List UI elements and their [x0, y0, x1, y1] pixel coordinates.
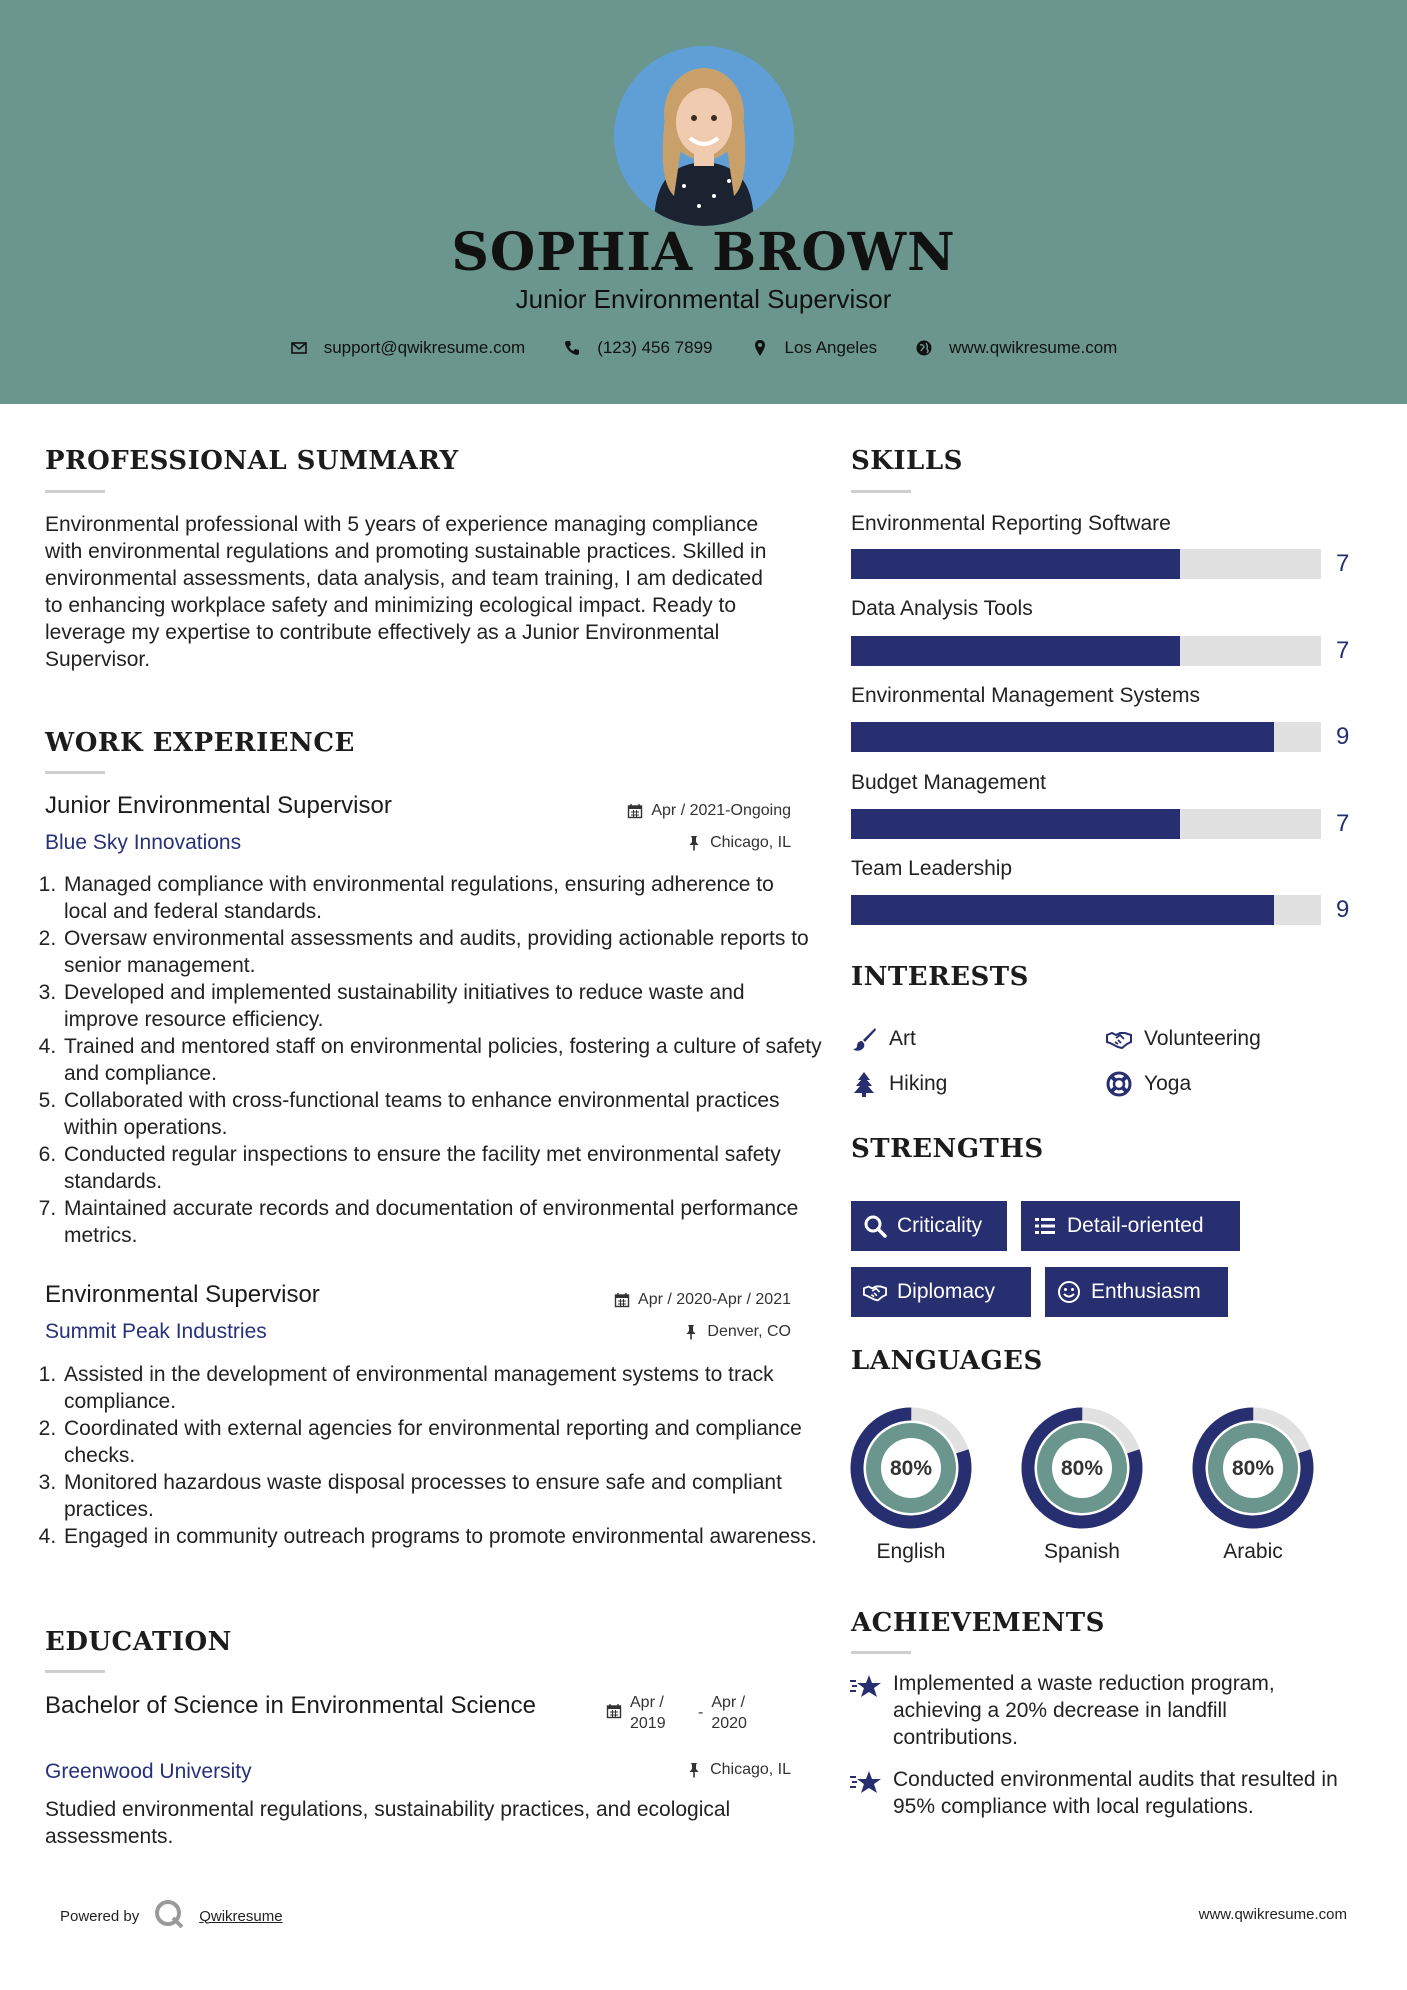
footer-website[interactable]: www.qwikresume.com: [1198, 1906, 1347, 1923]
globe-icon: [915, 339, 933, 357]
contact-bar: [0, 336, 1407, 360]
skill-name: Environmental Management Systems: [851, 684, 1200, 707]
job-dates: Apr / 2020-Apr / 2021: [614, 1291, 791, 1309]
footer-brand-link[interactable]: Qwikresume: [199, 1907, 283, 1925]
language-percent: 80%: [1060, 1457, 1104, 1480]
skill-name: Data Analysis Tools: [851, 597, 1033, 620]
education-start: Apr / 2019: [630, 1694, 666, 1732]
languages-heading: LANGUAGES: [851, 1346, 1043, 1376]
contact-email[interactable]: support@qwikresume.com: [323, 338, 526, 357]
experience-heading: WORK EXPERIENCE: [45, 728, 355, 758]
skill-bar: [851, 809, 1321, 839]
list-icon: [1033, 1214, 1057, 1238]
star-icon: [849, 1672, 883, 1700]
contact-website[interactable]: www.qwikresume.com: [949, 338, 1118, 357]
degree-title: Bachelor of Science in Environmental Science: [45, 1692, 536, 1719]
list-item: 3. Monitored hazardous waste disposal processes to ensure safe and compliant practices.: [62, 1469, 822, 1523]
interest-item: Yoga: [1106, 1071, 1191, 1097]
job-location: Chicago, IL: [686, 834, 791, 852]
skill-name: Budget Management: [851, 771, 1046, 794]
job-bullets: [34, 871, 822, 1249]
skill-value: 7: [1336, 550, 1350, 577]
education-divider: [45, 1670, 105, 1673]
phone-icon: [563, 339, 581, 357]
search-icon: [863, 1214, 887, 1238]
experience-divider: [45, 771, 105, 774]
candidate-title: Junior Environmental Supervisor: [515, 284, 892, 314]
summary-text: Environmental professional with 5 years of experience managing compliance with environmental regulations and promoting sustainable practices. Skilled in environmental assessments, data analysis, and team training, I am dedicated to enhancing workplace safety and minimizing ecological impact. Ready to leverage my expertise to contribute effectively as a Junior Environmental Supervisor.: [45, 513, 767, 671]
skill-value: 7: [1336, 637, 1350, 664]
education-dates: Apr / 2019 - Apr / 2020: [606, 1692, 771, 1734]
job-location: Denver, CO: [683, 1323, 791, 1341]
job-title: Environmental Supervisor: [45, 1281, 320, 1308]
lifering-icon: [1106, 1071, 1132, 1097]
skill-bar: [851, 549, 1321, 579]
list-item: 2. Oversaw environmental assessments and audits, providing actionable reports to senior management.: [62, 925, 822, 979]
language-name: Arabic: [1223, 1540, 1283, 1563]
education-location: Chicago, IL: [686, 1761, 791, 1779]
interest-item: Art: [851, 1026, 916, 1052]
language-percent: 80%: [889, 1457, 933, 1480]
education-heading: EDUCATION: [45, 1627, 232, 1657]
skill-bar-fill: [851, 636, 1180, 666]
skill-bar-fill: [851, 895, 1274, 925]
skills-divider: [851, 490, 911, 493]
skill-bar-fill: [851, 549, 1180, 579]
map-pin-icon: [751, 339, 769, 357]
candidate-name: SOPHIA BROWN: [451, 222, 956, 283]
list-item: 1. Managed compliance with environmental regulations, ensuring adherence to local and federal standards.: [62, 871, 822, 925]
interests-heading: INTERESTS: [851, 962, 1029, 992]
list-item: 1. Assisted in the development of environmental management systems to track compliance.: [62, 1361, 822, 1415]
qwikresume-logo-icon: [153, 1898, 185, 1934]
job-title: Junior Environmental Supervisor: [45, 792, 392, 819]
language-percent: 80%: [1231, 1457, 1275, 1480]
list-item: 4. Engaged in community outreach programs to promote environmental awareness.: [62, 1523, 822, 1550]
language-item: [1191, 1406, 1315, 1564]
list-item: 4. Trained and mentored staff on environmental policies, fostering a culture of safety and compliance.: [62, 1033, 822, 1087]
school-name: Greenwood University: [45, 1760, 252, 1783]
contact-location: Los Angeles: [784, 338, 878, 357]
interest-item: Hiking: [851, 1071, 947, 1097]
profile-photo: [614, 46, 794, 226]
strength-badge: Diplomacy: [851, 1267, 1031, 1317]
language-name: English: [876, 1540, 946, 1563]
strength-badge: Enthusiasm: [1045, 1267, 1228, 1317]
skill-bar: [851, 636, 1321, 666]
list-item: 6. Conducted regular inspections to ensure the facility met environmental safety standards.: [62, 1141, 822, 1195]
calendar-icon: [614, 1292, 630, 1308]
achievement-item: Conducted environmental audits that resulted in 95% compliance with local regulations.: [849, 1766, 1349, 1820]
job-company: Summit Peak Industries: [45, 1320, 267, 1343]
resume-header: [0, 0, 1407, 404]
pushpin-icon: [686, 1762, 702, 1778]
language-ring: [849, 1406, 973, 1530]
envelope-icon: [290, 339, 308, 357]
contact-phone[interactable]: (123) 456 7899: [597, 338, 713, 357]
language-ring: [1020, 1406, 1144, 1530]
skill-bar: [851, 722, 1321, 752]
paintbrush-icon: [851, 1026, 877, 1052]
language-ring: [1191, 1406, 1315, 1530]
footer-powered-by: Powered by Qwikresume: [60, 1898, 283, 1934]
skill-bar: [851, 895, 1321, 925]
handshake-icon: [1106, 1026, 1132, 1052]
skill-value: 7: [1336, 810, 1350, 837]
language-item: [849, 1406, 973, 1564]
skill-bar-fill: [851, 722, 1274, 752]
strength-badge: Criticality: [851, 1201, 1007, 1251]
strength-badge: Detail-oriented: [1021, 1201, 1240, 1251]
education-end: Apr / 2020: [711, 1694, 747, 1732]
star-icon: [849, 1768, 883, 1796]
job-dates: Apr / 2021-Ongoing: [627, 802, 791, 820]
pushpin-icon: [686, 835, 702, 851]
job-company: Blue Sky Innovations: [45, 831, 242, 854]
pushpin-icon: [683, 1324, 699, 1340]
language-item: [1020, 1406, 1144, 1564]
skill-name: Environmental Reporting Software: [851, 512, 1171, 535]
education-description: Studied environmental regulations, sustainability practices, and ecological assessments.: [45, 1798, 731, 1848]
job-bullets: [34, 1361, 822, 1550]
interest-item: Volunteering: [1106, 1026, 1261, 1052]
strengths-heading: STRENGTHS: [851, 1134, 1044, 1164]
skill-value: 9: [1336, 723, 1350, 750]
list-item: 7. Maintained accurate records and documentation of environmental performance metrics.: [62, 1195, 822, 1249]
smile-icon: [1057, 1280, 1081, 1304]
skill-value: 9: [1336, 896, 1350, 923]
tree-icon: [851, 1071, 877, 1097]
achievements-divider: [851, 1651, 911, 1654]
achievements-heading: ACHIEVEMENTS: [851, 1608, 1105, 1638]
skill-name: Team Leadership: [851, 857, 1013, 880]
calendar-icon: [627, 803, 643, 819]
summary-divider: [45, 490, 105, 493]
handshake-icon: [863, 1280, 887, 1304]
achievement-item: Implemented a waste reduction program, achieving a 20% decrease in landfill contributions.: [849, 1670, 1349, 1751]
summary-heading: PROFESSIONAL SUMMARY: [45, 446, 459, 476]
calendar-icon: [606, 1703, 622, 1719]
skill-bar-fill: [851, 809, 1180, 839]
list-item: 5. Collaborated with cross-functional teams to enhance environmental practices within operations.: [62, 1087, 822, 1141]
list-item: 3. Developed and implemented sustainability initiatives to reduce waste and improve resource efficiency.: [62, 979, 822, 1033]
skills-heading: SKILLS: [851, 446, 963, 476]
language-name: Spanish: [1044, 1540, 1120, 1563]
list-item: 2. Coordinated with external agencies for environmental reporting and compliance checks.: [62, 1415, 822, 1469]
